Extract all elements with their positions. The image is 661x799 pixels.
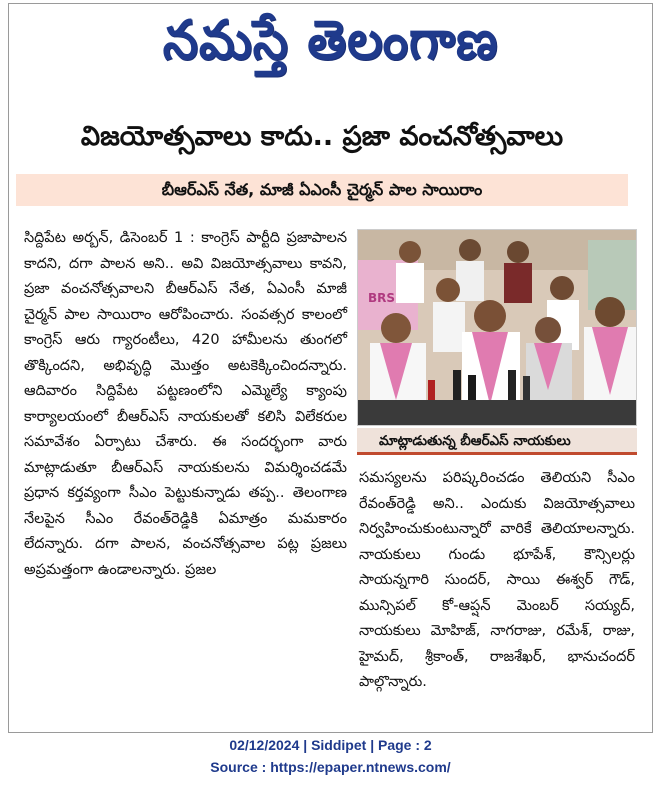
source-link[interactable]: Source : https://epaper.ntnews.com/ bbox=[210, 759, 451, 775]
article-headline: విజయోత్సవాలు కాదు.. ప్రజా వంచనోత్సవాలు bbox=[80, 121, 564, 152]
press-meet-illustration bbox=[358, 230, 637, 426]
masthead bbox=[9, 10, 652, 70]
photo-banner-text: BRS bbox=[368, 291, 396, 305]
article-body-left: సిద్దిపేట అర్బన్, డిసెంబర్ 1 : కాంగ్రెస్ పార్టీది ప్రజాపాలన కాదని, దగా పాలన అని.. అవి విజయోత్సవాలు కావని, ప్రజా వంచనోత్సవాలని బీఆర్ఎస్ నేత, ఏఎంసీ మాజీ చైర్మన్ పాల సాయిరాం ఆరోపించారు. సంవత్సర కాలంలో కాంగ్రెస్ ఆరు గ్యారంటీలు, 420 హామీలను తుంగలో తొక్కిందని, అభివృద్ధి మొత్తం అటకెక్కించిందన్నారు. ఆదివారం సిద్దిపేట పట్టణంలోని ఎమ్మెల్యే క్యాంపు కార్యాలయంలో బీఆర్ఎస్ నాయకులతో కలిసి విలేకరుల సమావేశం ఏర్పాటు చేశారు. ఈ సందర్భంగా వారు మాట్లాడుతూ బీఆర్ఎస్ నాయకులను విమర్శించడమే ప్రధాన కర్తవ్యంగా సీఎం పెట్టుకున్నాడు తప్ప.. తెలంగాణ నేలపైన సీఎం రేవంత్‌రెడ్డికి ఏమాత్రం మమకారం లేదన్నారు. దగా పాలన, వంచనోత్సవాల పట్ల ప్రజలు అప్రమత్తంగా ఉండాలన్నారు. ప్రజల bbox=[24, 230, 347, 578]
photo-caption: మాట్లాడుతున్న బీఆర్ఎస్ నాయకులు bbox=[357, 428, 637, 455]
newspaper-logo: నమస్తే తెలంగాణ bbox=[162, 8, 499, 72]
edition-info: 02/12/2024 | Siddipet | Page : 2 bbox=[229, 737, 432, 753]
article-body-right: సమస్యలను పరిష్కరించడం తెలియని సీఎం రేవంత్‌రెడ్డి అని.. ఎందుకు విజయోత్సవాలు నిర్వహించుకుంటున్నారో వారికే తెలియాలన్నారు. నాయకులు గుండు భూపేశ్, కౌన్సిలర్లు సాయన్నగారి సుందర్, సాయి ఈశ్వర్ గౌడ్, మున్సిపల్ కో-ఆప్షన్ మెంబర్ సయ్యద్, నాయకులు మోహిజ్, నాగరాజు, రమేశ్, రాజు, హైమద్, శ్రీకాంత్, రాజశేఖర్, భానుచందర్ పాల్గొన్నారు. bbox=[359, 470, 635, 690]
article-subhead: బీఆర్ఎస్ నేత, మాజీ ఏఎంసీ చైర్మన్ పాల సాయిరాం bbox=[16, 174, 628, 206]
news-photo bbox=[357, 229, 637, 426]
